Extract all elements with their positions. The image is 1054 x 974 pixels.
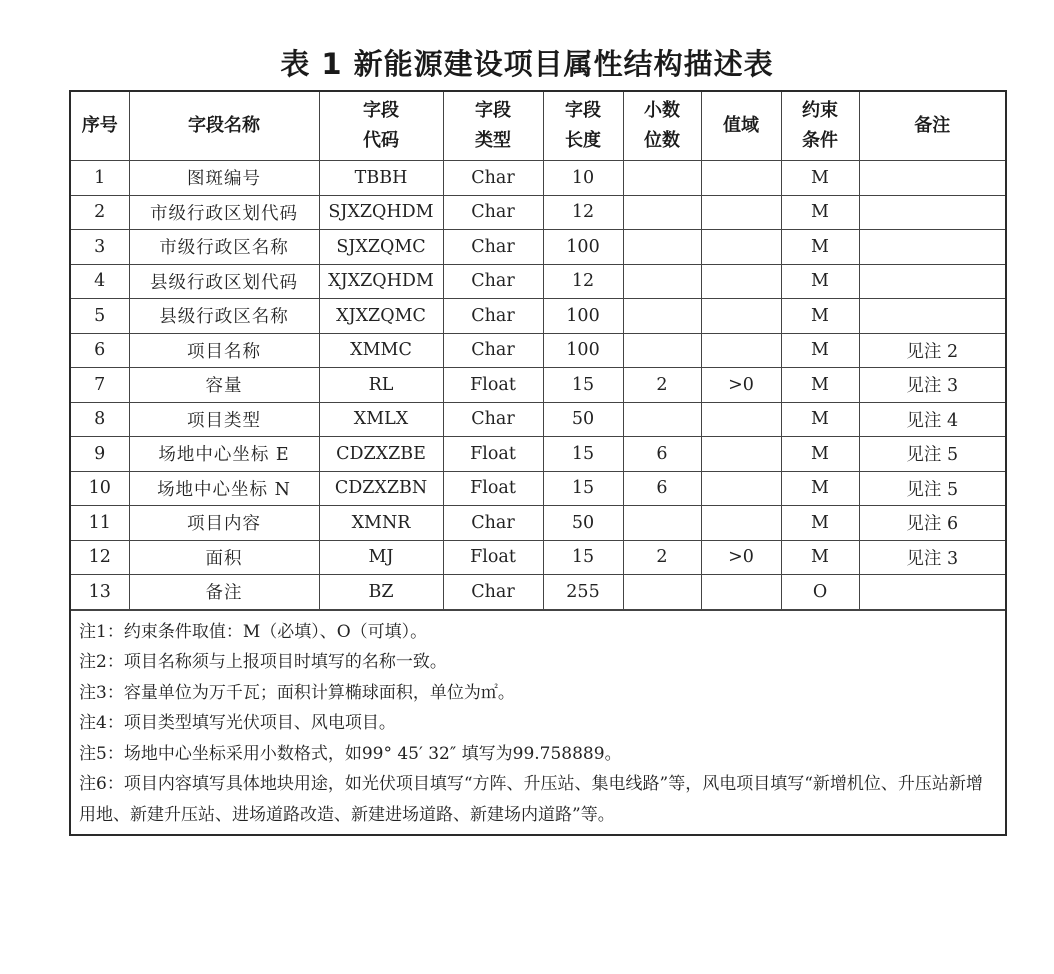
attribute-table-frame [69,90,1007,836]
cell-seq: 2 [71,195,129,230]
cell-field-name: 面积 [129,540,319,575]
cell-remark: 见注 4 [859,402,1005,437]
cell-field-type: Char [443,333,543,368]
cell-field-type: Char [443,402,543,437]
cell-value-range [701,299,781,334]
cell-remark [859,299,1005,334]
header-text: 字段 [475,100,511,121]
cell-remark [859,575,1005,610]
cell-constraint: M [781,540,859,575]
cell-field-name: 市级行政区名称 [129,230,319,265]
header-text: 位数 [644,130,680,151]
cell-constraint: M [781,368,859,403]
cell-decimal-places: 2 [623,540,701,575]
header-constraint [781,92,859,161]
cell-constraint: M [781,402,859,437]
cell-seq: 3 [71,230,129,265]
header-remark [859,92,1005,161]
cell-decimal-places: 6 [623,437,701,472]
cell-field-code: XJXZQHDM [319,264,443,299]
cell-decimal-places [623,161,701,196]
table-row [71,264,1005,299]
note-line: 注2：项目名称须与上报项目时填写的名称一致。 [79,652,447,672]
cell-remark: 见注 3 [859,368,1005,403]
cell-seq: 12 [71,540,129,575]
cell-field-type: Float [443,540,543,575]
cell-constraint: M [781,299,859,334]
cell-field-code: TBBH [319,161,443,196]
cell-seq: 7 [71,368,129,403]
cell-seq: 1 [71,161,129,196]
cell-field-name: 图斑编号 [129,161,319,196]
cell-decimal-places: 6 [623,471,701,506]
cell-field-length: 15 [543,368,623,403]
note-line: 注1：约束条件取值：M（必填）、O（可填）。 [79,621,428,642]
table-row [71,575,1005,610]
table-row [71,506,1005,541]
cell-seq: 9 [71,437,129,472]
cell-constraint: M [781,161,859,196]
cell-seq: 10 [71,471,129,506]
cell-value-range [701,402,781,437]
cell-field-code: XJXZQMC [319,299,443,334]
cell-field-name: 市级行政区划代码 [129,195,319,230]
header-text: 字段 [363,100,399,121]
cell-field-name: 县级行政区名称 [129,299,319,334]
table-row [71,299,1005,334]
cell-value-range: >0 [701,540,781,575]
cell-field-name: 容量 [129,368,319,403]
cell-field-type: Char [443,299,543,334]
header-seq [71,92,129,161]
notes-section [71,610,1005,835]
cell-value-range [701,195,781,230]
cell-remark [859,161,1005,196]
cell-field-code: CDZXZBE [319,437,443,472]
cell-field-name: 项目类型 [129,402,319,437]
cell-field-length: 15 [543,471,623,506]
cell-value-range [701,575,781,610]
cell-value-range: >0 [701,368,781,403]
header-text: 备注 [914,115,951,136]
cell-seq: 4 [71,264,129,299]
cell-constraint: O [781,575,859,610]
cell-value-range [701,471,781,506]
cell-value-range [701,264,781,299]
cell-field-length: 100 [543,230,623,265]
note-line: 注5：场地中心坐标采用小数格式，如99° 45′ 32″ 填写为99.758889。 [79,743,622,764]
cell-field-length: 15 [543,437,623,472]
cell-field-name: 项目内容 [129,506,319,541]
cell-field-type: Float [443,437,543,472]
cell-seq: 13 [71,575,129,610]
cell-decimal-places [623,230,701,265]
cell-field-name: 备注 [129,575,319,610]
table-row [71,402,1005,437]
cell-decimal-places [623,333,701,368]
header-text: 条件 [802,130,838,151]
cell-value-range [701,161,781,196]
cell-decimal-places [623,575,701,610]
cell-remark [859,195,1005,230]
header-text: 值域 [723,115,759,136]
note-line: 注3：容量单位为万千瓦；面积计算椭球面积，单位为㎡。 [79,682,515,703]
cell-field-code: RL [319,368,443,403]
cell-field-code: SJXZQMC [319,230,443,265]
note-line: 注4：项目类型填写光伏项目、风电项目。 [79,713,396,733]
table-row [71,333,1005,368]
table-row [71,471,1005,506]
cell-decimal-places [623,506,701,541]
cell-value-range [701,506,781,541]
cell-field-length: 50 [543,506,623,541]
cell-remark: 见注 6 [859,506,1005,541]
header-field-length [543,92,623,161]
header-text: 约束 [802,100,838,121]
table-row [71,195,1005,230]
table-row [71,437,1005,472]
cell-remark: 见注 2 [859,333,1005,368]
cell-field-name: 县级行政区划代码 [129,264,319,299]
cell-field-name: 场地中心坐标 E [129,437,319,472]
cell-field-type: Char [443,575,543,610]
cell-remark: 见注 5 [859,471,1005,506]
header-text: 长度 [565,130,601,151]
cell-seq: 5 [71,299,129,334]
cell-field-code: CDZXZBN [319,471,443,506]
table-row [71,161,1005,196]
cell-seq: 8 [71,402,129,437]
cell-field-length: 100 [543,299,623,334]
header-text: 类型 [475,130,511,151]
cell-remark: 见注 5 [859,437,1005,472]
header-field-code [319,92,443,161]
cell-field-type: Char [443,506,543,541]
cell-field-length: 15 [543,540,623,575]
cell-field-length: 255 [543,575,623,610]
cell-field-type: Char [443,264,543,299]
cell-value-range [701,333,781,368]
cell-field-code: XMLX [319,402,443,437]
cell-constraint: M [781,230,859,265]
cell-field-length: 50 [543,402,623,437]
cell-field-length: 10 [543,161,623,196]
cell-field-type: Char [443,195,543,230]
cell-remark [859,230,1005,265]
attribute-table [71,92,1005,610]
cell-seq: 11 [71,506,129,541]
header-text: 字段 [565,100,601,121]
header-field-name [129,92,319,161]
cell-field-code: XMMC [319,333,443,368]
cell-value-range [701,437,781,472]
cell-decimal-places: 2 [623,368,701,403]
header-text: 小数 [644,100,680,121]
cell-decimal-places [623,402,701,437]
header-value-range [701,92,781,161]
cell-constraint: M [781,471,859,506]
header-decimal-places [623,92,701,161]
table-body [71,161,1005,610]
cell-field-code: XMNR [319,506,443,541]
cell-constraint: M [781,264,859,299]
cell-decimal-places [623,299,701,334]
cell-decimal-places [623,264,701,299]
cell-field-length: 12 [543,195,623,230]
header-text: 序号 [81,115,118,136]
cell-remark [859,264,1005,299]
table-row [71,368,1005,403]
table-header-row [71,92,1005,161]
table-title: 表 1 新能源建设项目属性结构描述表 [280,47,774,81]
cell-field-type: Float [443,368,543,403]
cell-seq: 6 [71,333,129,368]
cell-decimal-places [623,195,701,230]
cell-constraint: M [781,195,859,230]
cell-field-code: MJ [319,540,443,575]
cell-field-type: Char [443,161,543,196]
note-line: 注6：项目内容填写具体地块用途，如光伏项目填写“方阵、升压站、集电线路”等，风电项目填写“新增机位、升压站新增用地、新建升压站、进场道路改造、新建进场道路、新建场内道路”等。 [79,774,983,825]
cell-constraint: M [781,333,859,368]
table-row [71,230,1005,265]
cell-field-name: 场地中心坐标 N [129,471,319,506]
cell-field-type: Float [443,471,543,506]
cell-constraint: M [781,437,859,472]
cell-field-length: 100 [543,333,623,368]
cell-field-name: 项目名称 [129,333,319,368]
header-field-type [443,92,543,161]
cell-field-length: 12 [543,264,623,299]
cell-value-range [701,230,781,265]
cell-field-type: Char [443,230,543,265]
cell-remark: 见注 3 [859,540,1005,575]
cell-field-code: BZ [319,575,443,610]
header-text: 代码 [363,130,399,151]
cell-constraint: M [781,506,859,541]
cell-field-code: SJXZQHDM [319,195,443,230]
header-text: 字段名称 [188,115,260,136]
table-row [71,540,1005,575]
